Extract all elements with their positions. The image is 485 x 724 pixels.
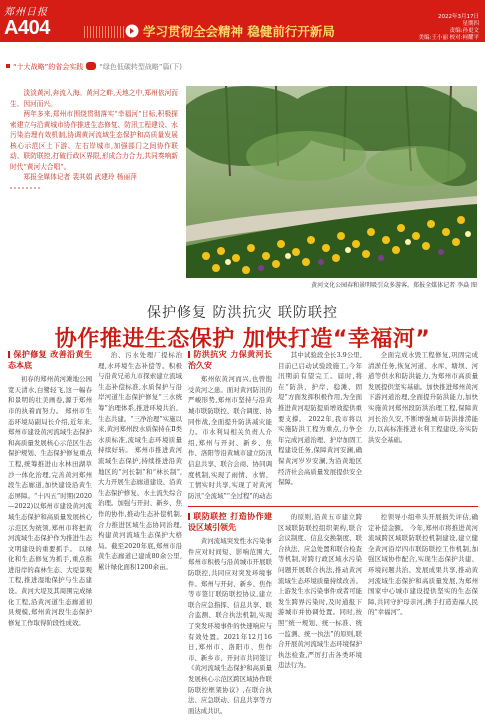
column-4-text: 其中试验段全长3.9公里,目前已启动试验段施工,今年汛期前有望完工。届时,将在“防洪、护岸、稳滩、固堤”方面发挥积极作用,为全面推进黄河堤防提质增效提供重要支撑。 2022年,我市将以实施防洪工程为重点,力争全年完成河道治理、护岸加固工程建设任务,保障黄河安澜,确保黄河岁岁安澜,为沿黄地区经济社会高质量发展提供安全保障。: [278, 351, 362, 487]
bullet-square-icon: [6, 64, 10, 68]
page-code: [4, 18, 50, 38]
masthead: [4, 3, 50, 38]
page-meta: [419, 14, 479, 42]
park-photo: [186, 86, 477, 278]
series-nav: [0, 62, 485, 74]
sub-headline: 保护修复 防洪抗灾 联防联控: [147, 305, 338, 321]
main-headline: 协作推进生态保护 加快打造“幸福河”: [54, 327, 431, 352]
section-code: A4: [4, 17, 29, 39]
decorative-stripes: [84, 26, 124, 38]
header-band: [0, 0, 485, 42]
intro-byline: 郑报全媒体记者 裴其娟 武建玲 杨丽萍: [23, 173, 137, 181]
column-5-text: 全面完成水毁工程修复,巩固完成清淤任务,恢复河道、水库、塘坝、河道等供水和防洪能力,为郑州市高质量发展提供坚实基础。加快推进郑州黄河下游河道治理,全面提升防洪能力,加快实施黄河郑州段防洪治理工程,保障黄河长治久安,不断增强城市防洪排涝能力,以高标准推进水利工程建设,夯实防洪安全基础。: [368, 351, 478, 444]
column-7: [278, 512, 362, 718]
series-title: “十大战略”的省会实践: [13, 63, 84, 71]
column-2: [98, 350, 182, 718]
pill-icon: [86, 62, 96, 70]
column-5: [368, 350, 478, 500]
column-8-text: 控领导小组牵头开展损失评估,确定补偿金额。 今年,郑州市将推进黄河流域跨区域联防联控机制建设,建立健全黄河沿岸四市联防联控工作机制,加强区域协作配合,实现生态保护共建、环境问题共治、发展成果共享,推动黄河流域生态保护和高质量发展,为郑州国家中心城市建设提供坚实的生态保障,共同守护母亲河,携手打造造福人民的“幸福河”。: [368, 513, 478, 617]
intro-lead: 淡淡黄河,奔流入海。黄河之畔,天地之中,郑州依河而生、因河而兴。: [10, 89, 178, 108]
park-illustration: [186, 86, 477, 278]
designer: 美编:王小丽 校对:柯耀平: [418, 35, 479, 41]
column-7-text: 的原则,沿黄五市建立跨区域联防联控组织架构,联合会议制度、信息交换制度、联合执法、应急处置和联合检查等机制,对跨行政区域水污染问题开展联合执法,推动黄河流域生态环境质量持续改善。上游发生水污染事件或者可能发生跨界污染时,及时通报下游城市并协调处置。同时,按照“统一规划、统一标准、统一监测、统一执法”的原则,联合开展黄河流域生态环境保护执法检查,严厉打击各类环境违法行为。: [278, 513, 362, 670]
date: 2022年3月17日: [438, 14, 479, 20]
decorative-dots: [10, 187, 178, 193]
column-8: [368, 512, 478, 718]
page-slogan: 学习贯彻全会精神 稳健前行开新局: [143, 24, 335, 39]
column-6-text: 黄河流域突发性水污染事件应对时间短、影响范围大,郑州市积极与沿黄城市开展联防联控,共同应对突发环境事件。郑州与开封、新乡、焦作等市签订联防联控协议,建立联合应急指挥、信息共享、联合监测、联合执法机制,实现了突发环境事件的快速响应与有效处置。2021年12月16日,郑州市、洛阳市、焦作市、新乡市、开封市共同签订《黄河流域生态保护和高质量发展核心示范区跨区域协作联防联控框架协议》,在联合执法、应急联动、信息共享等方面达成共识。: [188, 537, 272, 715]
column-6: [188, 512, 272, 718]
intro-block: [10, 88, 178, 193]
arrow-right-icon: [125, 24, 139, 38]
section-divider: [188, 506, 478, 507]
column-3-text: 郑州依黄河而兴,也曾饱受黄河之患。面对黄河防汛的严峻形势,郑州市坚持与沿黄城市联防联控、联合调度、协同作战,全面提升防洪减灾能力。市水利局相关负责人介绍,郑州与开封、新乡、焦作、洛阳等沿黄城市建立防汛信息共享、联合会商、协同调度机制,实现了雨情、水情、工情实时共享,实现了对黄河防汛“全流域”“全过程”的动态: [188, 375, 272, 500]
column-1: [8, 350, 92, 718]
weekday: 星期四: [462, 21, 479, 27]
column-3: [188, 350, 272, 500]
section-3-title: 联防联控 打造协作建设区域引领先: [188, 512, 272, 532]
column-4: [278, 350, 362, 500]
series-subtitle: “绿色低碳转型战略”篇(下): [99, 63, 182, 71]
section-2-title: 防洪抗灾 力保黄河长治久安: [188, 350, 272, 370]
paper-logo: 郑州日报: [4, 7, 48, 18]
section-1-title: 保护修复 改善沿黄生态本底: [8, 350, 92, 370]
editor: 责编:孙更文: [449, 28, 479, 34]
intro-body: 两年多来,郑州市围绕贯彻落实“幸福河”目标,积极探索建立与沿黄城市协作推进生态修复、防汛工程建设、水污染治理有效机制,协调黄河流域生态保护和高质量发展核心示范区上下游、左右岸城市,加强部门之间协作联动、联防联控,打破行政区界限,形成合力合力,共同奏响新时代“黄河大合唱”。: [10, 110, 178, 171]
column-1-text: 初春的郑州黄河滩地公园宽天清水,白鹭轻飞,这一幅春和景明的壮美画卷,源于郑州市的执着而努力。 郑州市生态环境局副局长介绍,近年来,郑州市建设黄河流域生态保护和高质量发展核心示范区生态保护规划、生态保护修复重点工程,统筹推进山水林田湖草沙一体化治理,完善黄河郑州段生态廊道,加快建设沿黄生态屏障。“十四五”时期(2020—2022)以郑州市建设黄河流域生态保护和高质量发展核心示范区为统领,郑州市将把黄河流域生态保护作为推进生态文明建设的重要抓手。 以绿化和生态修复为抓手,重点推进沿岸的森林生态、大堤景观工程,推进湿地保护与生态建设。黄河大堤及其周围完成绿化工程,沿黄河道生态廊道初具规模,郑州黄河段生态保护修复工作取得阶段性成效。: [8, 375, 92, 627]
edition-number: 04: [28, 17, 50, 39]
photo-caption: 黄河文化公园春和景明吸引众多游客。郑报全媒体记者 李焱 图: [311, 282, 477, 289]
column-2-text: 治、污水处理厂提标治理,水环境生态补偿等。积极与沿黄兄弟九市探索建立流域生态补偿标准,水质保护与沿岸河道生态保护修复“三水统筹”治理体系,推进环境共治、生态共建。“三净治理”实施以来,黄河郑州段水质保持在Ⅱ类水质标准,流域生态环境质量持续好转。 郑州市推进黄河流域生态保护,持续推进沿黄地区的“河长制”和“林长制”,大力开展生态廊道建设、沿黄生态保护修复、水土流失综合治理。加强与开封、新乡、焦作的协作,推动生态补偿机制,合力推进区域生态协同治理,构建黄河流域生态保护大格局。截至2020年底,郑州市沿黄生态廊道已建成80余公里,累计绿化面积1200余亩。: [98, 351, 182, 571]
